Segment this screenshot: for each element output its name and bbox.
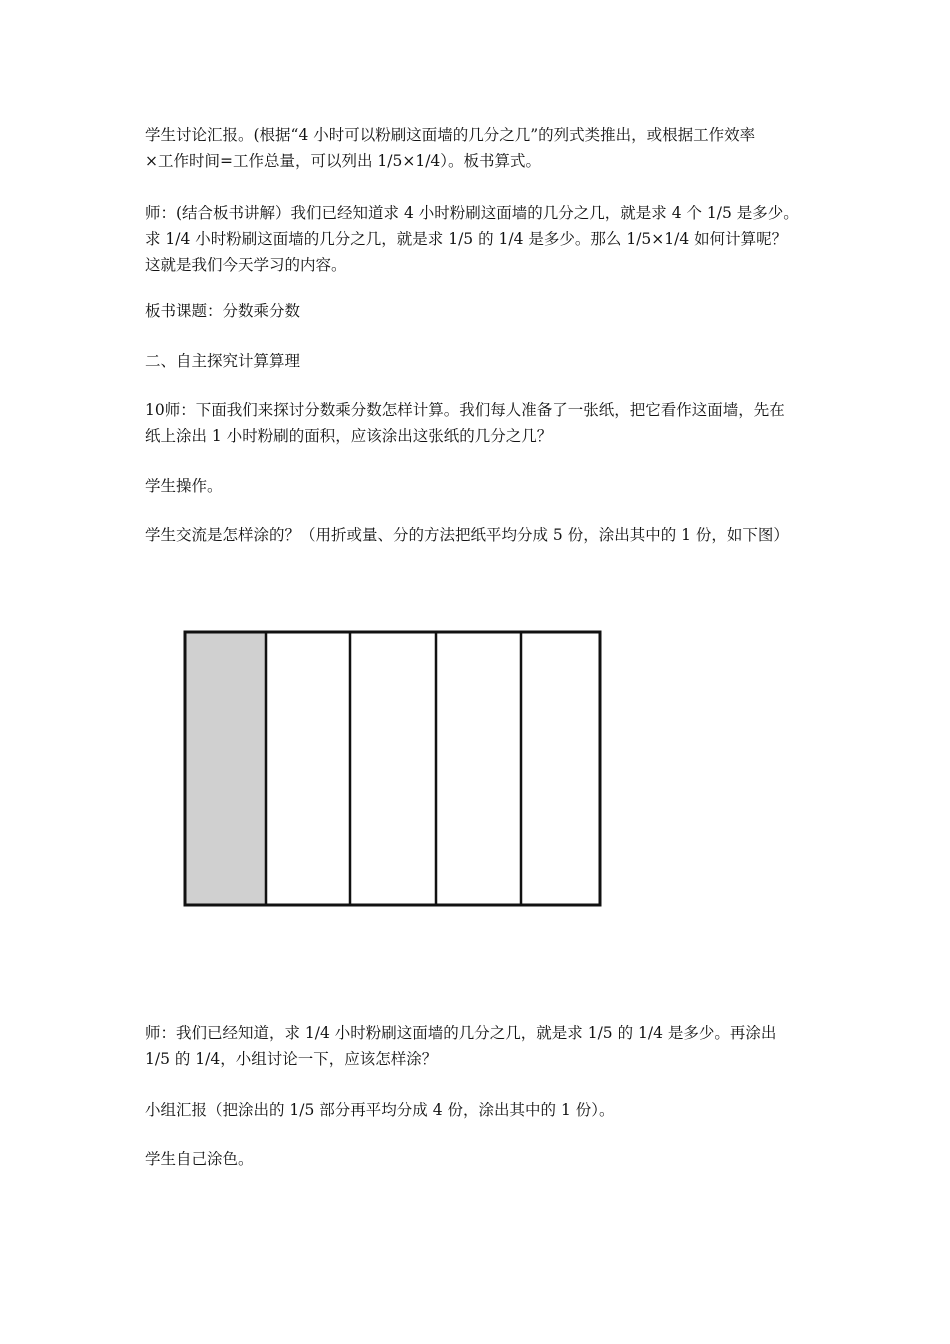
paragraph-student-coloring (145, 1146, 825, 1172)
fraction-diagram (183, 630, 603, 908)
paragraph-line: 学生讨论汇报。(根据“4 小时可以粉刷这面墙的几分之几”的列式类推出，或根据工作效率 (145, 126, 756, 144)
paragraph-teacher-explanation (145, 200, 825, 278)
paragraph-group-report (145, 1097, 825, 1123)
paragraph-line: 板书课题：分数乘分数 (145, 302, 301, 320)
paragraph-line: 1/5 的 1/4，小组讨论一下，应该怎样涂？ (145, 1050, 438, 1068)
paragraph-line: 学生交流是怎样涂的？（用折或量、分的方法把纸平均分成 5 份，涂出其中的 1 份，如下图） (145, 526, 789, 544)
paragraph-student-report (145, 122, 825, 174)
paragraph-line: 10师：下面我们来探讨分数乘分数怎样计算。我们每人准备了一张纸，把它看作这面墙，先在 (145, 401, 785, 419)
paragraph-teacher-question (145, 397, 825, 449)
paragraph-line: 这就是我们今天学习的内容。 (145, 256, 347, 274)
paragraph-line: ×工作时间=工作总量，可以列出 1/5×1/4）。板书算式。 (145, 152, 542, 170)
paragraph-student-operation (145, 473, 825, 499)
shaded-part (185, 632, 266, 905)
paragraph-line: 二、自主探究计算算理 (145, 352, 301, 370)
section-heading (145, 348, 825, 374)
paragraph-line: 学生操作。 (145, 477, 223, 495)
paragraph-line: 师：(结合板书讲解）我们已经知道求 4 小时粉刷这面墙的几分之几，就是求 4 个 1/5 是多少。 (145, 204, 799, 222)
paragraph-teacher-followup (145, 1020, 825, 1072)
paragraph-student-exchange (145, 522, 825, 548)
fraction-diagram-svg (183, 630, 603, 908)
paragraph-line: 纸上涂出 1 小时粉刷的面积，应该涂出这张纸的几分之几？ (145, 427, 553, 445)
paragraph-line: 师：我们已经知道，求 1/4 小时粉刷这面墙的几分之几，就是求 1/5 的 1/4 是多少。再涂出 (145, 1024, 777, 1042)
paragraph-line: 求 1/4 小时粉刷这面墙的几分之几，就是求 1/5 的 1/4 是多少。那么 1/5×1/4 如何计算呢？ (145, 230, 788, 248)
paragraph-board-title (145, 298, 825, 324)
paragraph-line: 学生自己涂色。 (145, 1150, 254, 1168)
paragraph-line: 小组汇报（把涂出的 1/5 部分再平均分成 4 份，涂出其中的 1 份）。 (145, 1101, 615, 1119)
